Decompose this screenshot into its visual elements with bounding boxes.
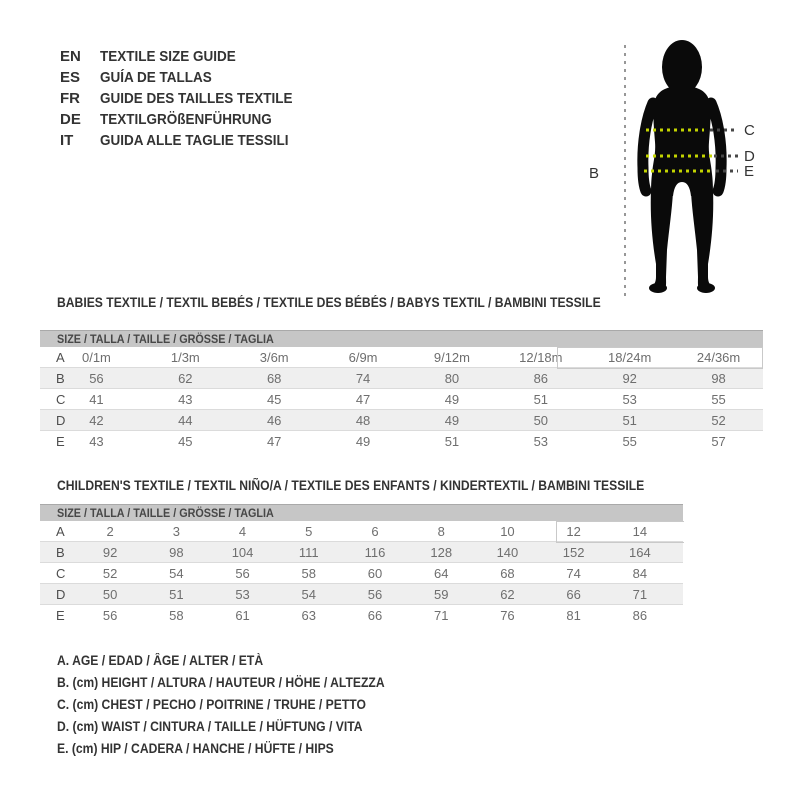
row-label: C [56,391,66,407]
language-row [60,109,314,130]
table-cell: 60 [367,565,383,581]
table-row [40,584,683,605]
language-label: GUÍA DE TALLAS [100,69,212,86]
table-cell: 5 [305,523,313,539]
table-cell: 58 [301,565,316,581]
table-cell: 56 [89,370,104,386]
table-cell: 44 [178,412,193,428]
figure-label-hip: E [744,163,755,180]
table-cell: 54 [301,586,316,602]
table-cell: 45 [178,434,193,449]
row-label: B [56,544,65,560]
table-row [40,410,763,431]
silhouette-icon [643,40,721,293]
table-cell: 98 [169,544,184,560]
table-cell: 140 [496,544,519,560]
table-cell: 62 [500,586,515,602]
table-cell: 81 [566,608,581,623]
table-cell: 41 [89,391,104,407]
row-label: A [56,349,65,365]
table-cell: 55 [622,434,637,449]
table-cell: 42 [89,412,104,428]
figure-label-chest: C [744,122,755,139]
legend-item-text: A. AGE / EDAD / ÂGE / ALTER / ETÀ [57,652,264,668]
table-cell: 49 [444,412,460,428]
table-cell: 18/24m [608,349,652,365]
table-header-bar [40,504,683,521]
table-cell: 74 [355,370,371,386]
language-label: GUIDE DES TAILLES TEXTILE [100,90,293,107]
language-code: FR [60,90,80,107]
table-cell: 62 [178,370,193,386]
language-row [60,67,314,88]
table-cell: 2 [106,523,114,539]
table-cell: 53 [235,586,250,602]
table-cell: 53 [533,434,549,449]
table-cell: 0/1m [81,349,111,365]
table-cell: 47 [355,391,371,407]
table-cell: 10 [500,523,515,539]
legend [57,649,421,759]
legend-item [57,649,421,671]
table-cell: 46 [266,412,282,428]
table-cell: 76 [500,608,515,623]
row-label: E [56,434,65,449]
table-cell: 74 [566,565,581,581]
table-header-label: SIZE / TALLA / TAILLE / GRÖSSE / TAGLIA [57,332,274,346]
table-row [40,563,683,584]
table-cell: 66 [566,586,581,602]
table-row [40,368,763,389]
table-cell: 9/12m [433,349,470,365]
table-row [40,431,763,452]
table-cell: 14 [632,523,648,539]
table-cell: 50 [102,586,118,602]
babies-section-title-text: BABIES TEXTILE / TEXTIL BEBÉS / TEXTILE DES BÉBÉS / BABYS TEXTIL / BAMBINI TESSILE [57,295,601,310]
table-cell: 45 [266,391,282,407]
row-label: B [56,370,65,386]
legend-item-text: D. (cm) WAIST / CINTURA / TAILLE / HÜFTUNG / VITA [57,718,363,734]
legend-item [57,737,421,759]
table-row [40,605,683,626]
table-cell: 43 [89,434,104,449]
children-highlight-box [556,521,684,543]
language-code: ES [60,69,81,86]
table-cell: 43 [178,391,193,407]
table-cell: 51 [169,586,184,602]
table-cell: 71 [632,586,648,602]
table-cell: 6 [371,523,379,539]
children-section-title-text: CHILDREN'S TEXTILE / TEXTIL NIÑO/A / TEXTILE DES ENFANTS / KINDERTEXTIL / BAMBINI TESSILE [57,478,645,493]
language-list [60,46,314,151]
table-cell: 59 [433,586,449,602]
table-cell: 98 [711,370,726,386]
table-cell: 164 [629,544,651,560]
table-cell: 68 [266,370,282,386]
table-cell: 57 [711,434,726,449]
legend-item [57,693,421,715]
legend-item [57,671,421,693]
table-cell: 64 [433,565,449,581]
legend-item-text: C. (cm) CHEST / PECHO / POITRINE / TRUHE / PETTO [57,696,366,712]
table-cell: 1/3m [170,349,200,365]
table-cell: 3/6m [259,349,289,365]
table-cell: 152 [562,544,585,560]
table-cell: 56 [367,586,383,602]
table-cell: 63 [301,608,316,623]
language-code: DE [60,111,81,128]
table-cell: 116 [364,544,386,560]
children-section-title [57,478,710,493]
table-cell: 52 [102,565,118,581]
language-row [60,88,314,109]
table-cell: 86 [632,608,648,623]
table-cell: 111 [298,544,319,560]
table-cell: 53 [622,391,637,407]
table-cell: 49 [355,434,371,449]
table-row [40,542,683,563]
table-cell: 3 [172,523,180,539]
table-cell: 92 [622,370,637,386]
language-label: TEXTILGRÖßENFÜHRUNG [100,111,272,128]
legend-item-text: E. (cm) HIP / CADERA / HANCHE / HÜFTE / HIPS [57,740,334,756]
row-label: D [56,412,66,428]
table-cell: 24/36m [696,349,741,365]
table-cell: 51 [444,434,460,449]
table-cell: 48 [355,412,371,428]
table-cell: 4 [238,523,247,539]
table-cell: 56 [235,565,250,581]
table-cell: 12/18m [519,349,563,365]
legend-item-text: B. (cm) HEIGHT / ALTURA / HAUTEUR / HÖHE / ALTEZZA [57,674,385,690]
babies-section-title [57,295,661,310]
row-label: C [56,565,66,581]
table-header-label: SIZE / TALLA / TAILLE / GRÖSSE / TAGLIA [57,506,274,520]
table-cell: 80 [444,370,460,386]
table-cell: 56 [102,608,118,623]
row-label: E [56,608,65,623]
row-label: D [56,586,66,602]
row-label: A [56,523,65,539]
language-label: GUIDA ALLE TAGLIE TESSILI [100,132,289,149]
table-cell: 49 [444,391,460,407]
language-row [60,46,314,67]
table-cell: 128 [430,544,453,560]
language-code: EN [60,48,81,65]
table-cell: 8 [437,523,445,539]
table-cell: 92 [102,544,118,560]
table-cell: 47 [266,434,282,449]
table-cell: 58 [169,608,184,623]
table-cell: 104 [231,544,254,560]
table-row [40,389,763,410]
table-cell: 71 [433,608,449,623]
language-code: IT [60,132,74,149]
table-cell: 6/9m [348,349,378,365]
babies-highlight-box [557,347,763,369]
table-cell: 51 [622,412,637,428]
table-cell: 86 [533,370,549,386]
table-cell: 84 [632,565,648,581]
figure-label-waist: D [744,148,755,165]
table-cell: 68 [500,565,515,581]
table-cell: 54 [169,565,184,581]
child-silhouette-figure [556,20,800,304]
table-cell: 52 [711,412,726,428]
legend-item [57,715,421,737]
figure-label-height: B [589,165,600,182]
table-cell: 12 [566,523,581,539]
language-row [60,130,314,151]
table-cell: 61 [235,608,250,623]
table-cell: 55 [711,391,726,407]
table-cell: 66 [367,608,383,623]
table-cell: 50 [533,412,549,428]
language-label: TEXTILE SIZE GUIDE [100,48,236,65]
table-cell: 51 [533,391,549,407]
table-header-bar [40,330,763,347]
